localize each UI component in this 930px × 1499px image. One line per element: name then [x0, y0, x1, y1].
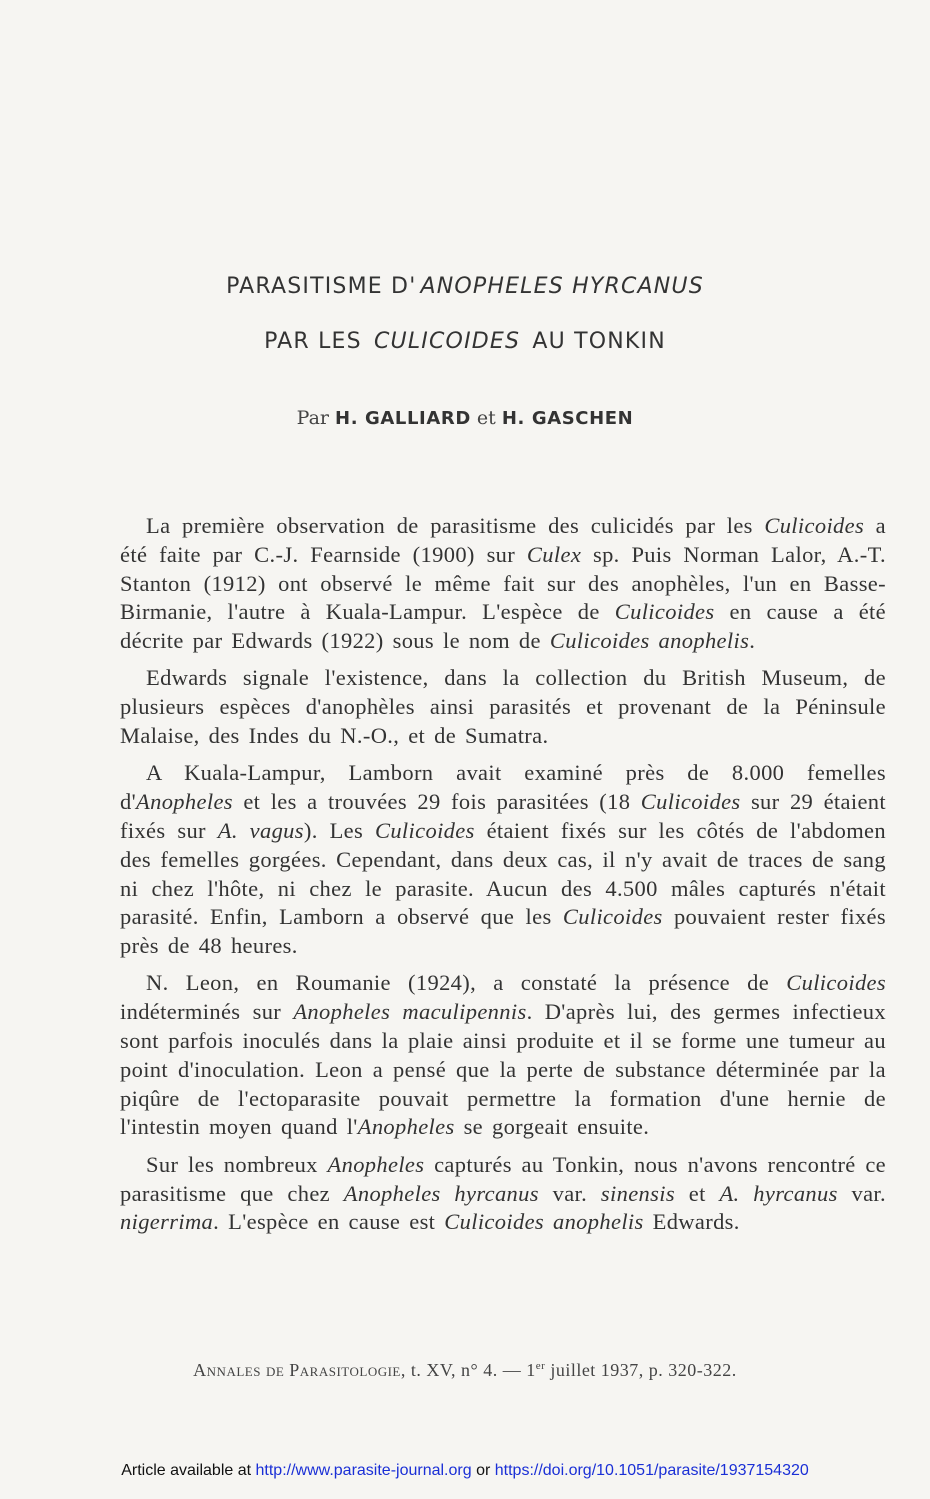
- italic-term: Anopheles: [136, 789, 233, 815]
- italic-term: A. hyrcanus: [719, 1180, 838, 1206]
- italic-term: Culicoides: [786, 970, 886, 996]
- paragraph: [120, 1151, 886, 1237]
- title-line2-italic: CULICOIDES: [373, 329, 521, 354]
- byline: [0, 407, 930, 429]
- italic-term: nigerrima: [120, 1209, 214, 1235]
- text-run: étaient fixés sur les côtés de l'abdomen des femelles gorgées. Cependant, dans deux cas, il n'y avait de traces de sang ni chez l'hôte, ni chez le parasite. Aucun des 4.500 mâles capturés n'était parasité. Enfin, Lamborn a observé que les: [120, 817, 886, 930]
- byline-par: Par: [296, 407, 329, 429]
- doi-link[interactable]: https://doi.org/10.1051/parasite/1937154320: [494, 1462, 809, 1479]
- byline-et: et: [476, 407, 496, 429]
- text-run: La première observation de parasitisme des culicidés par les: [146, 513, 765, 538]
- article-title-line1: [0, 274, 930, 299]
- text-run: Edwards.: [643, 1209, 740, 1235]
- italic-term: Anopheles: [357, 1114, 455, 1140]
- text-run: pouvaient rester fixés près de 48 heures.: [120, 904, 886, 959]
- title-line2-pre: PAR LES: [264, 329, 370, 354]
- text-run: a été faite par C.-J. Fearnside (1900) sur: [120, 513, 886, 567]
- title-line1-italic: ANOPHELES HYRCANUS: [420, 274, 704, 299]
- access-notice: [0, 1462, 930, 1480]
- text-run: .: [749, 628, 756, 654]
- italic-term: Culicoides: [614, 599, 715, 625]
- italic-term: A. vagus: [217, 817, 304, 843]
- text-run: en cause a été décrite par Edwards (1922) sous le nom de: [120, 599, 886, 654]
- paragraph: [120, 512, 886, 656]
- text-run: et les a trouvées 29 fois parasitées (18: [232, 789, 641, 815]
- journal-citation: [0, 1360, 930, 1381]
- text-run: indéterminés sur: [120, 999, 294, 1025]
- text-run: Edwards signale l'existence, dans la collection du British Museum, de plusieurs espèces d'anophèles ainsi parasités et provenant de la Péninsule Malaise, des Indes du N.-O., et de Sumatra.: [120, 665, 886, 749]
- text-run: . D'après lui, des germes infectieux sont parfois inoculés dans la plaie ainsi produite et il se forme une tumeur au point d'inoculation. Leon a pensé que la perte de substance déterminée par la piqûre de l'ectoparasite pouvait permettre la formation d'une hernie de l'intestin moyen quand l': [120, 999, 886, 1140]
- text-run: se gorgeait ensuite.: [454, 1114, 650, 1140]
- paragraph: [120, 664, 886, 750]
- text-run: . L'espèce en cause est: [213, 1209, 445, 1235]
- paragraph: [120, 759, 886, 961]
- access-or: or: [471, 1462, 495, 1479]
- journal-name: Annales de Parasitologie: [193, 1360, 401, 1380]
- journal-link[interactable]: http://www.parasite-journal.org: [255, 1462, 472, 1479]
- text-run: var.: [837, 1180, 887, 1206]
- author-2: H. GASCHEN: [501, 408, 634, 429]
- italic-term: Anopheles hyrcanus: [343, 1180, 539, 1206]
- citation-part2: juillet 1937, p. 320-322.: [545, 1360, 737, 1380]
- article-body: [120, 512, 886, 1246]
- italic-term: Culicoides: [764, 513, 865, 538]
- paragraph: [120, 969, 886, 1142]
- text-run: var.: [538, 1180, 601, 1206]
- text-run: Sur les nombreux: [146, 1151, 328, 1177]
- italic-term: Anopheles: [327, 1151, 425, 1177]
- access-prefix: Article available at: [121, 1462, 256, 1479]
- title-line2-post: AU TONKIN: [524, 329, 666, 354]
- title-line1-pre: PARASITISME D': [226, 274, 417, 299]
- italic-term: Culicoides: [374, 817, 475, 843]
- italic-term: Anopheles maculipennis: [293, 999, 527, 1025]
- text-run: sur 29 étaient fixés sur: [120, 789, 886, 843]
- italic-term: Culicoides anophelis: [549, 628, 750, 654]
- citation-part1: , t. XV, n° 4. — 1: [400, 1360, 536, 1380]
- italic-term: Culicoides anophelis: [444, 1209, 644, 1235]
- text-run: A Kuala-Lampur, Lamborn avait examiné près de 8.000 femelles d': [120, 760, 886, 815]
- italic-term: Culex: [526, 541, 582, 567]
- italic-term: Culicoides: [562, 904, 663, 930]
- text-run: ). Les: [303, 817, 375, 843]
- text-run: N. Leon, en Roumanie (1924), a constaté la présence de: [146, 970, 787, 996]
- article-title-line2: [0, 329, 930, 354]
- italic-term: sinensis: [600, 1180, 675, 1206]
- citation-sup: er: [535, 1360, 546, 1372]
- text-run: capturés au Tonkin, nous n'avons rencontré ce parasitisme que chez: [120, 1151, 886, 1206]
- text-run: et: [674, 1180, 720, 1206]
- italic-term: Culicoides: [640, 789, 741, 815]
- author-1: H. GALLIARD: [335, 408, 471, 429]
- text-run: sp. Puis Norman Lalor, A.-T. Stanton (1912) ont observé le même fait sur des anophèles, l'un en Basse-Birmanie, l'autre à Kuala-Lampur. L'espèce de: [120, 541, 886, 625]
